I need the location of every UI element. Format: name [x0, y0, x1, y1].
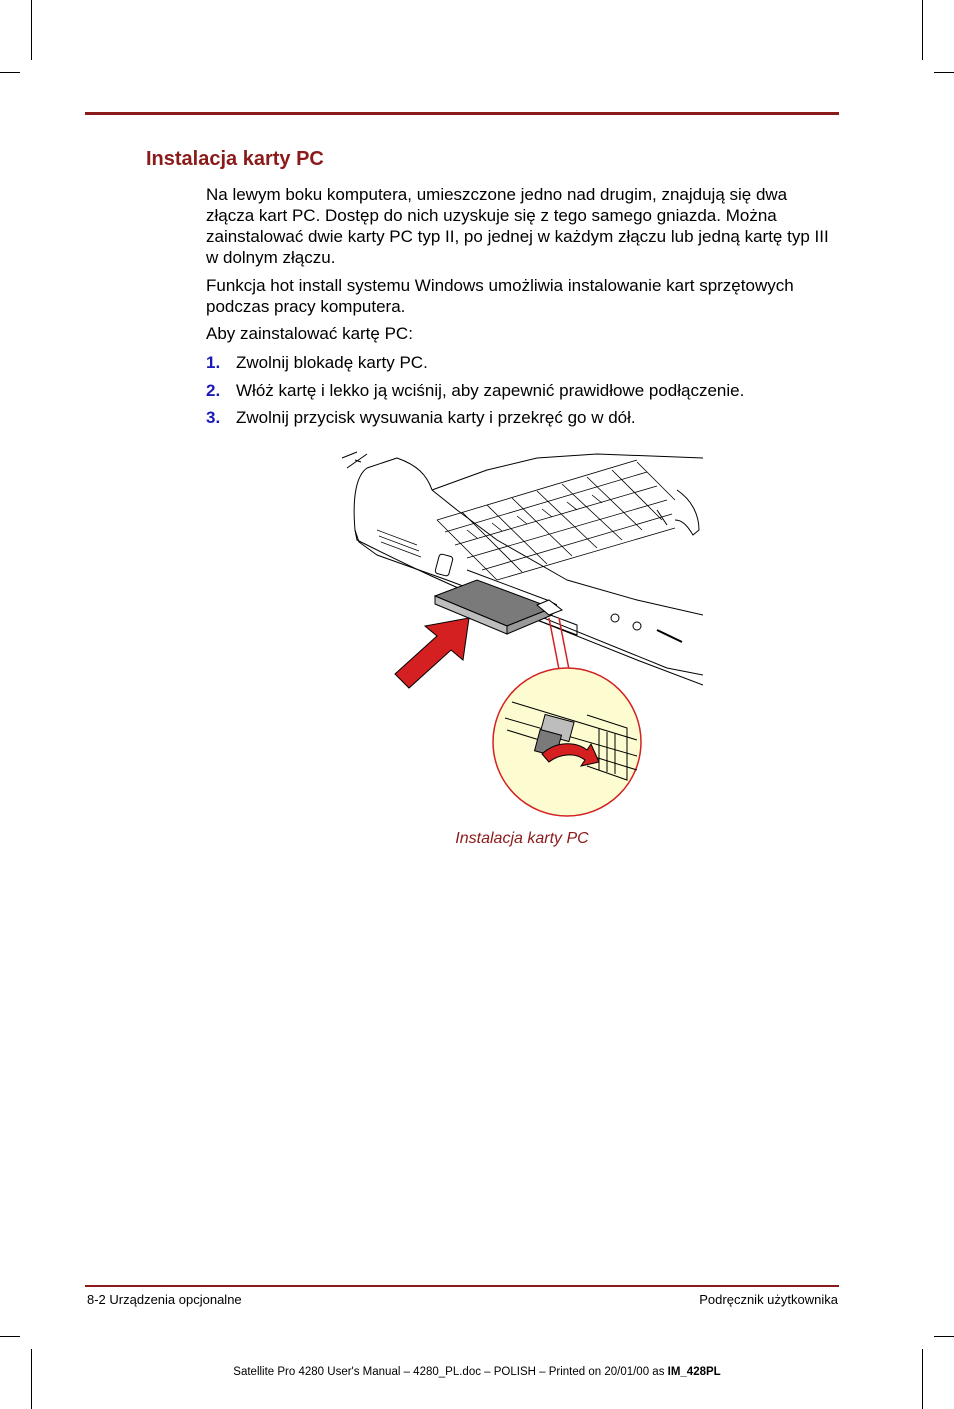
crop-mark	[922, 0, 923, 60]
steps-list	[206, 352, 846, 435]
step-text: Zwolnij przycisk wysuwania karty i przekręć go w dół.	[236, 408, 636, 427]
crop-mark	[0, 1336, 20, 1337]
step-item	[206, 380, 846, 408]
figure-caption: Instalacja karty PC	[455, 830, 589, 847]
step-number: 2.	[206, 380, 221, 400]
step-text: Włóż kartę i lekko ją wciśnij, aby zapewnić prawidłowe podłączenie.	[236, 380, 745, 400]
crop-mark	[0, 72, 20, 73]
print-info-text: Satellite Pro 4280 User's Manual – 4280_PL.doc – POLISH – Printed on 20/01/00 as	[233, 1366, 668, 1378]
step-number: 3.	[206, 408, 221, 427]
paragraph-slots: Na lewym boku komputera, umieszczone jedno nad drugim, znajdują się dwa złącza kart PC. Dostęp do nich uzyskuje się z tego samego gniazda. Można zainstalować dwie karty PC typ II, po jednej w każdym złączu lub jedną kartę typ III w dolnym złączu.	[206, 185, 829, 267]
section-title: Instalacja karty PC	[146, 148, 324, 170]
print-info-line	[0, 1366, 954, 1378]
step-item	[206, 407, 846, 435]
footer-rule	[85, 1285, 839, 1287]
footer-page-section: 8-2 Urządzenia opcjonalne	[87, 1292, 242, 1307]
steps-intro	[206, 323, 836, 344]
crop-mark	[31, 1349, 32, 1409]
header-rule	[85, 112, 839, 115]
paragraph-hot-install: Funkcja hot install systemu Windows umożliwia instalowanie kart sprzętowych podczas pracy komputera.	[206, 276, 794, 316]
step-text: Zwolnij blokadę karty PC.	[236, 353, 428, 372]
crop-mark	[934, 1336, 954, 1337]
step-number: 1.	[206, 353, 221, 372]
crop-mark	[31, 0, 32, 60]
pc-card-illustration	[337, 450, 703, 820]
print-info-id: IM_428PL	[667, 1366, 721, 1378]
paragraph-steps-intro: Aby zainstalować kartę PC:	[206, 324, 413, 343]
step-item	[206, 352, 846, 380]
intro-paragraph	[206, 184, 836, 268]
hot-install-paragraph	[206, 275, 836, 317]
crop-mark	[922, 1349, 923, 1409]
crop-mark	[934, 72, 954, 73]
footer-manual-title: Podręcznik użytkownika	[699, 1292, 838, 1307]
